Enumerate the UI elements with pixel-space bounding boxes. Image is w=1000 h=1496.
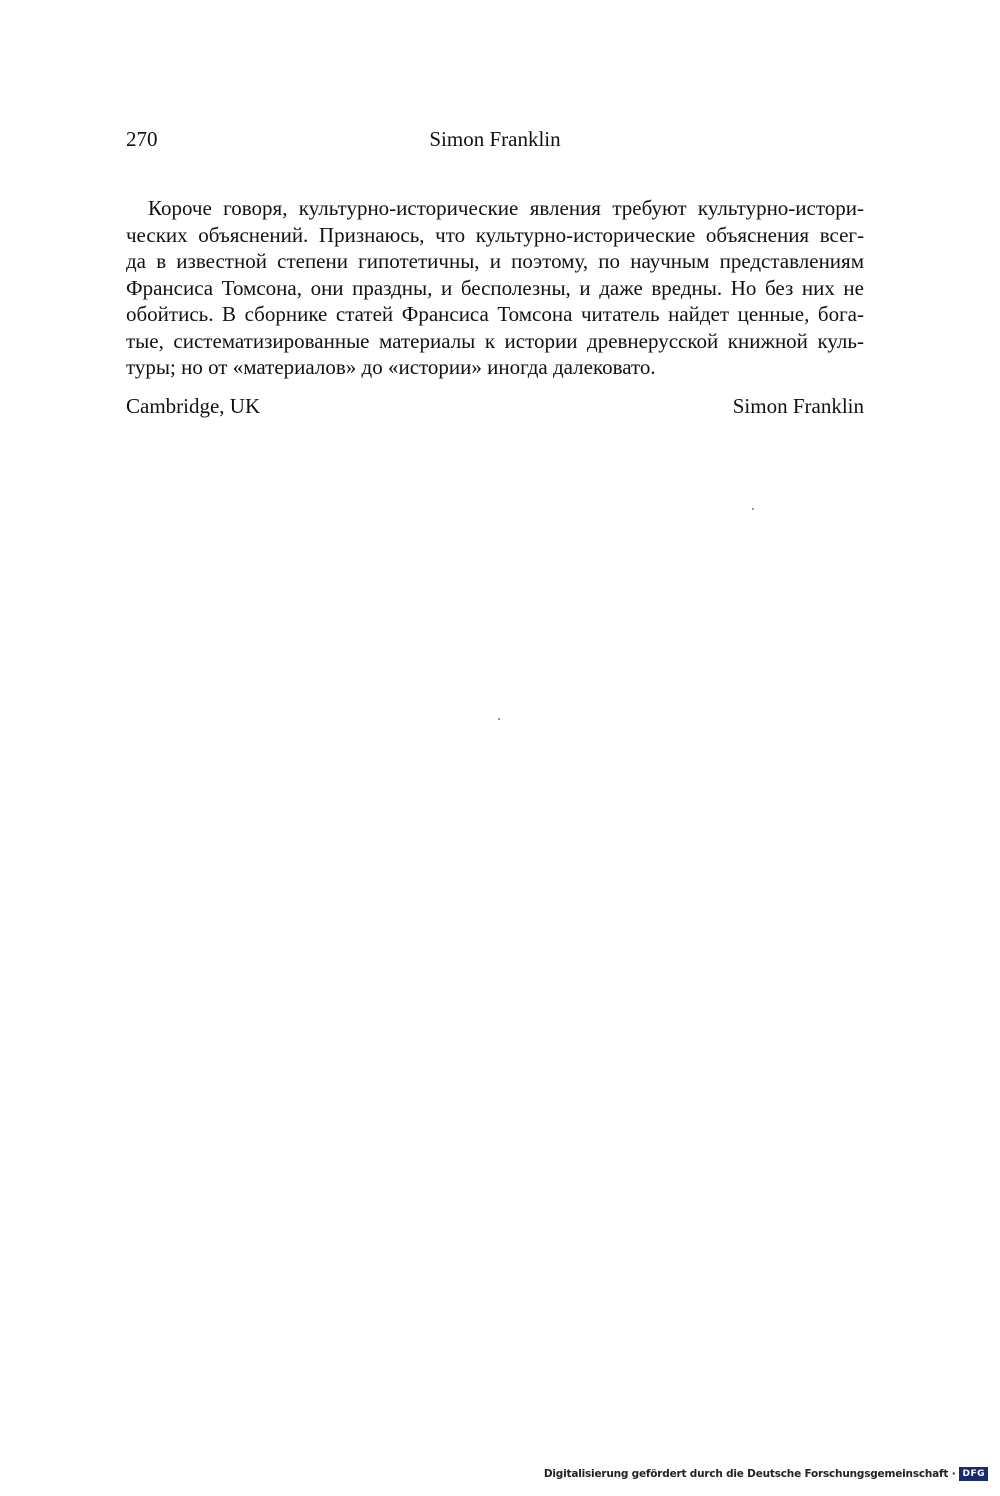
signature-author: Simon Franklin [732, 394, 864, 418]
footer-text: Digitalisierung gefördert durch die Deutsche Forschungsgemeinschaft · [543, 1468, 956, 1480]
signature-block [126, 394, 864, 422]
page-header [126, 127, 864, 157]
scan-speck [498, 718, 500, 720]
running-head [126, 127, 864, 152]
dfg-logo: DFG [959, 1467, 988, 1481]
digitization-footer [544, 1466, 988, 1482]
paragraph-line: обойтись. В сборнике статей Франсиса Томсона читатель найдет ценные, бога- [126, 302, 864, 326]
signature-place: Cambridge, UK [126, 394, 261, 418]
paragraph-line: ческих объяснений. Признаюсь, что культурно-исторические объяснения всег- [126, 222, 864, 247]
paragraph-line: тые, систематизированные материалы к истории древнерусской книжной куль- [126, 328, 864, 353]
body-paragraph [126, 195, 864, 381]
scan-speck [752, 508, 754, 510]
paragraph-line: Короче говоря, культурно-исторические явления требуют культурно-истори- [148, 196, 864, 220]
page-number: 270 [126, 127, 158, 151]
running-head-text: Simon Franklin [429, 127, 561, 151]
paragraph-line: да в известной степени гипотетичны, и поэтому, по научным представлениям [126, 249, 864, 273]
paragraph-line: туры; но от «материалов» до «истории» иногда далековато. [126, 355, 656, 379]
paragraph-line: Франсиса Томсона, они праздны, и бесполезны, и даже вредны. Но без них не [126, 275, 864, 300]
